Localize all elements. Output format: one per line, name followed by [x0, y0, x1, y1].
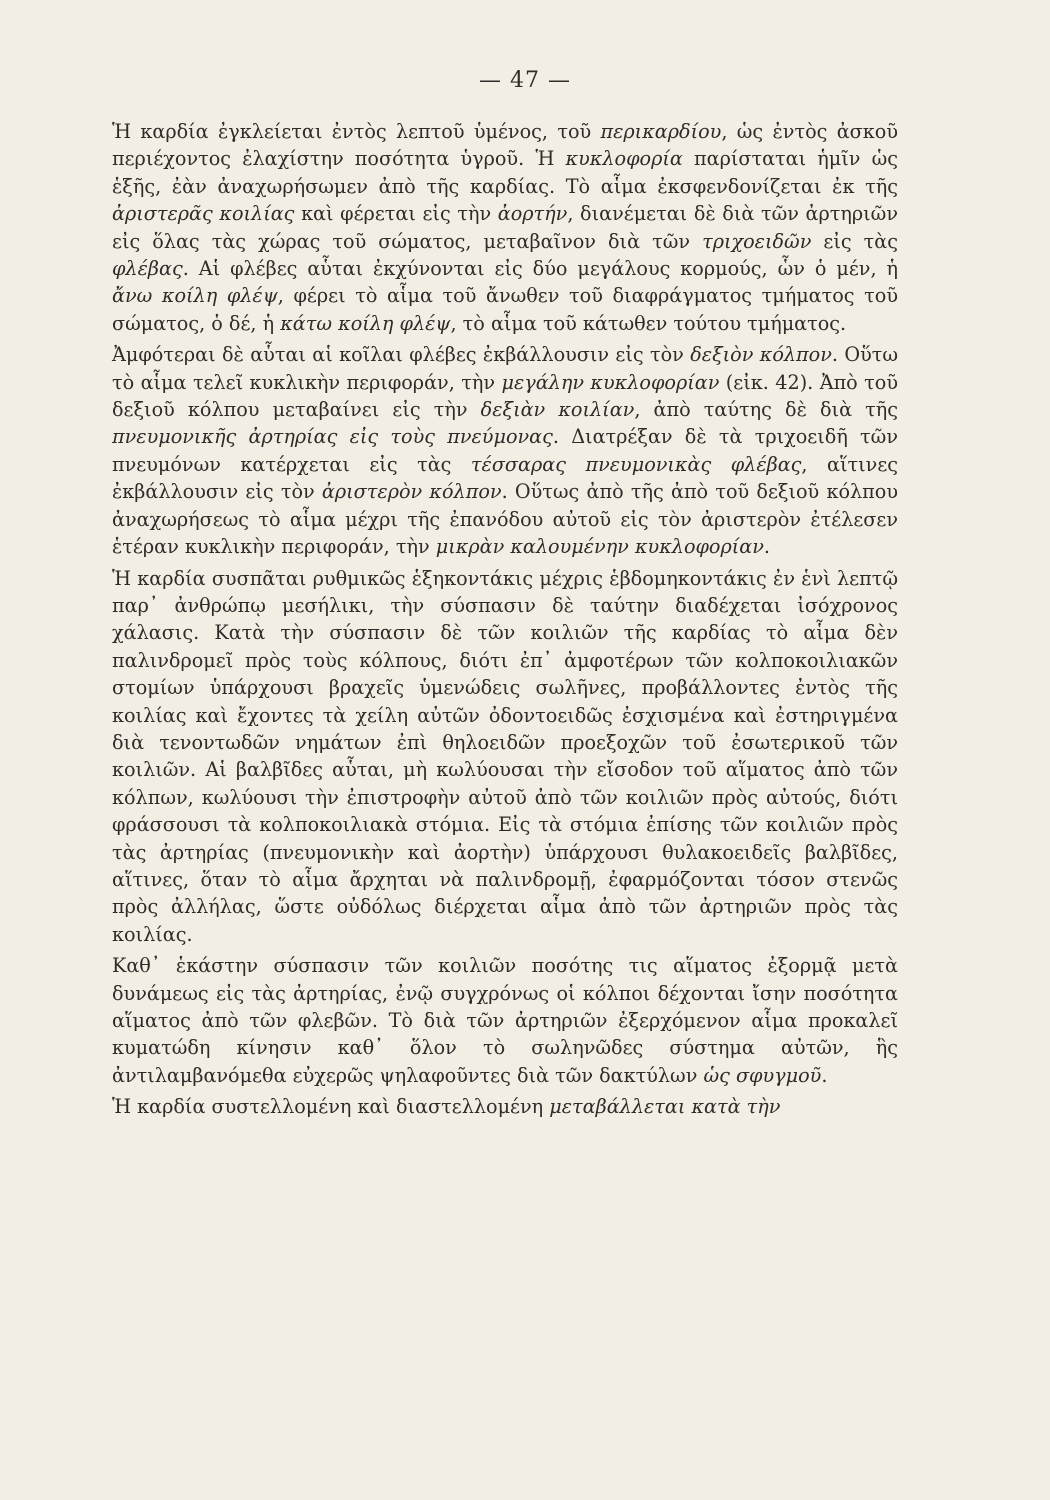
emphasis-text: μεταβάλλεται κατὰ τὴν [549, 1095, 781, 1119]
text-run: . Οὕτως ἀπὸ τῆς ἀπὸ τοῦ δεξιοῦ κόλπου ἀναχωρήσεως τὸ αἷμα μέχρι τῆς ἐπανόδου αὐτοῦ εἰς τὸν ἀριστερὸν ἐτέλεσεν ἑτέραν κυκλικὴν περιφοράν, τὴν [112, 480, 898, 559]
text-run: Ἀμφότεραι δὲ αὗται αἱ κοῖλαι φλέβες ἐκβάλλουσιν εἰς τὸν [112, 343, 691, 367]
paragraph [112, 341, 898, 560]
text-run: , ὡς ἐντὸς ἀσκοῦ περιέχοντος ἐλαχίστην ποσότητα ὑγροῦ. Ἡ [112, 120, 898, 171]
emphasis-text: ἄνω κοίλη φλέψ [112, 284, 278, 308]
paragraph [112, 118, 898, 337]
text-run: καὶ φέρεται εἰς τὴν [294, 202, 498, 226]
text-run: . Οὕτω τὸ αἷμα τελεῖ κυκλικὴν περιφοράν, τὴν [112, 343, 898, 394]
text-run: Καθ᾽ ἑκάστην σύσπασιν τῶν κοιλιῶν ποσότης τις αἵματος ἐξορμᾷ μετὰ δυνάμεως εἰς τὰς ἀρτηρίας, ἐνῷ συγχρόνως οἱ κόλποι δέχονται ἴσην ποσότητα αἵματος ἀπὸ τῶν φλεβῶν. Τὸ διὰ τῶν ἀρτηριῶν ἐξερχόμενον αἷμα προκαλεῖ κυματώδη κίνησιν καθ᾽ ὅλον τὸ σωληνῶδες σύστημα αὐτῶν, ἣς ἀντιλαμβανόμεθα εὐχερῶς ψηλαφοῦντες διὰ τῶν δακτύλων [112, 954, 898, 1087]
text-run: . Αἱ φλέβες αὗται ἐκχύνονται εἰς δύο μεγάλους κορμούς, ὧν ὁ μέν, ἡ [182, 257, 898, 281]
emphasis-text: μεγάλην κυκλοφορίαν [501, 370, 720, 394]
emphasis-text: ἀριστερὸν κόλπον [321, 480, 502, 504]
emphasis-text: δεξιὰν κοιλίαν [480, 398, 635, 422]
paragraph [112, 565, 898, 949]
text-run: , διανέμεται δὲ διὰ τῶν ἀρτηριῶν εἰς ὅλας τὰς χώρας τοῦ σώματος, μεταβαῖνον διὰ τῶν [112, 202, 898, 253]
text-run: Ἡ καρδία ἐγκλείεται ἐντὸς λεπτοῦ ὑμένος, τοῦ [112, 120, 601, 143]
paragraph [112, 1093, 898, 1120]
emphasis-text: τριχοειδῶν [702, 229, 812, 253]
emphasis-text: περικαρδίου [600, 120, 722, 143]
emphasis-text: τέσσαρας πνευμονικὰς φλέβας [470, 452, 802, 476]
emphasis-text: μικρὰν καλουμένην κυκλοφορίαν [435, 535, 764, 559]
text-run: , φέρει τὸ αἷμα τοῦ ἄνωθεν τοῦ διαφράγματος τμήματος τοῦ σώματος, ὁ δέ, ἡ [112, 284, 898, 335]
text-run: , αἵτινες ἐκβάλλουσιν εἰς τὸν [112, 452, 899, 504]
emphasis-text: κυκλοφορία [565, 147, 683, 171]
emphasis-text: ἀορτήν [497, 202, 568, 226]
paragraph [112, 952, 898, 1089]
emphasis-text: ὡς σφυγμοῦ [703, 1063, 822, 1087]
text-run: , ἀπὸ ταύτης δὲ διὰ τῆς [634, 398, 899, 422]
text-run: . Διατρέξαν δὲ τὰ τριχοειδῆ τῶν πνευμόνων κατέρχεται εἰς τὰς [112, 425, 898, 476]
emphasis-text: δεξιὸν κόλπον [690, 343, 832, 367]
text-run: (εἰκ. 42). Ἀπὸ τοῦ δεξιοῦ κόλπου μεταβαίνει εἰς τὴν [112, 370, 898, 422]
emphasis-text: κάτω κοίλη φλέψ [280, 311, 451, 335]
emphasis-text: ἀριστερᾶς κοιλίας [112, 202, 295, 226]
text-run: παρίσταται ἡμῖν ὡς ἑξῆς, ἐὰν ἀναχωρήσωμεν ἀπὸ τῆς καρδίας. Τὸ αἷμα ἐκσφενδονίζεται ἐκ τῆς [112, 147, 898, 198]
text-run: . [763, 535, 771, 559]
emphasis-text: πνευμονικῆς ἀρτηρίας εἰς τοὺς πνεύμονας [112, 425, 553, 449]
emphasis-text: φλέβας [112, 257, 183, 281]
body-text [112, 118, 898, 1125]
text-run: Ἡ καρδία συστελλομένη καὶ διαστελλομένη [112, 1095, 550, 1119]
text-run: . [821, 1063, 828, 1087]
page-number: — 47 — [479, 68, 571, 93]
text-run: εἰς τὰς [811, 229, 898, 253]
text-run: Ἡ καρδία συσπᾶται ρυθμικῶς ἑξηκοντάκις μέχρις ἑβδομηκοντάκις ἐν ἑνὶ λεπτῷ παρ᾽ ἀνθρώπῳ μεσήλικι, τὴν σύσπασιν δὲ ταύτην διαδέχεται ἰσόχρονος χάλασις. Κατὰ τὴν σύσπασιν δὲ τῶν κοιλιῶν τῆς καρδίας τὸ αἷμα δὲν παλινδρομεῖ πρὸς τοὺς κόλπους, διότι ἐπ᾽ ἀμφοτέρων τῶν κολποκοιλιακῶν στομίων ὑπάρχουσι βραχεῖς ὑμενώδεις σωλῆνες, προβάλλοντες ἐντὸς τῆς κοιλίας καὶ ἔχοντες τὰ χείλη αὐτῶν ὀδοντοειδῶς ἐσχισμένα καὶ ἐστηριγμένα διὰ τενοντωδῶν νημάτων ἐπὶ θηλοειδῶν προεξοχῶν τοῦ ἐσωτερικοῦ τῶν κοιλιῶν. Αἱ βαλβῖδες αὗται, μὴ κωλύουσαι τὴν εἴσοδον τοῦ αἵματος ἀπὸ τῶν κόλπων, κωλύουσι τὴν ἐπιστροφὴν αὐτοῦ ἀπὸ τῶν κοιλιῶν πρὸς αὐτούς, διότι φράσσουσι τὰ κολποκοιλιακὰ στόμια. Εἰς τὰ στόμια ἐπίσης τῶν κοιλιῶν πρὸς τὰς ἀρτηρίας (πνευμονικὴν καὶ ἀορτὴν) ὑπάρχουσι θυλακοειδεῖς βαλβῖδες, αἵτινες, ὅταν τὸ αἷμα ἄρχηται νὰ παλινδρομῇ, ἐφαρμόζονται τόσον στενῶς πρὸς ἀλλήλας, ὥστε οὐδόλως διέρχεται αἷμα ἀπὸ τῶν ἀρτηριῶν πρὸς τὰς κοιλίας. [112, 566, 898, 946]
text-run: , τὸ αἷμα τοῦ κάτωθεν τούτου τμήματος. [450, 311, 847, 335]
